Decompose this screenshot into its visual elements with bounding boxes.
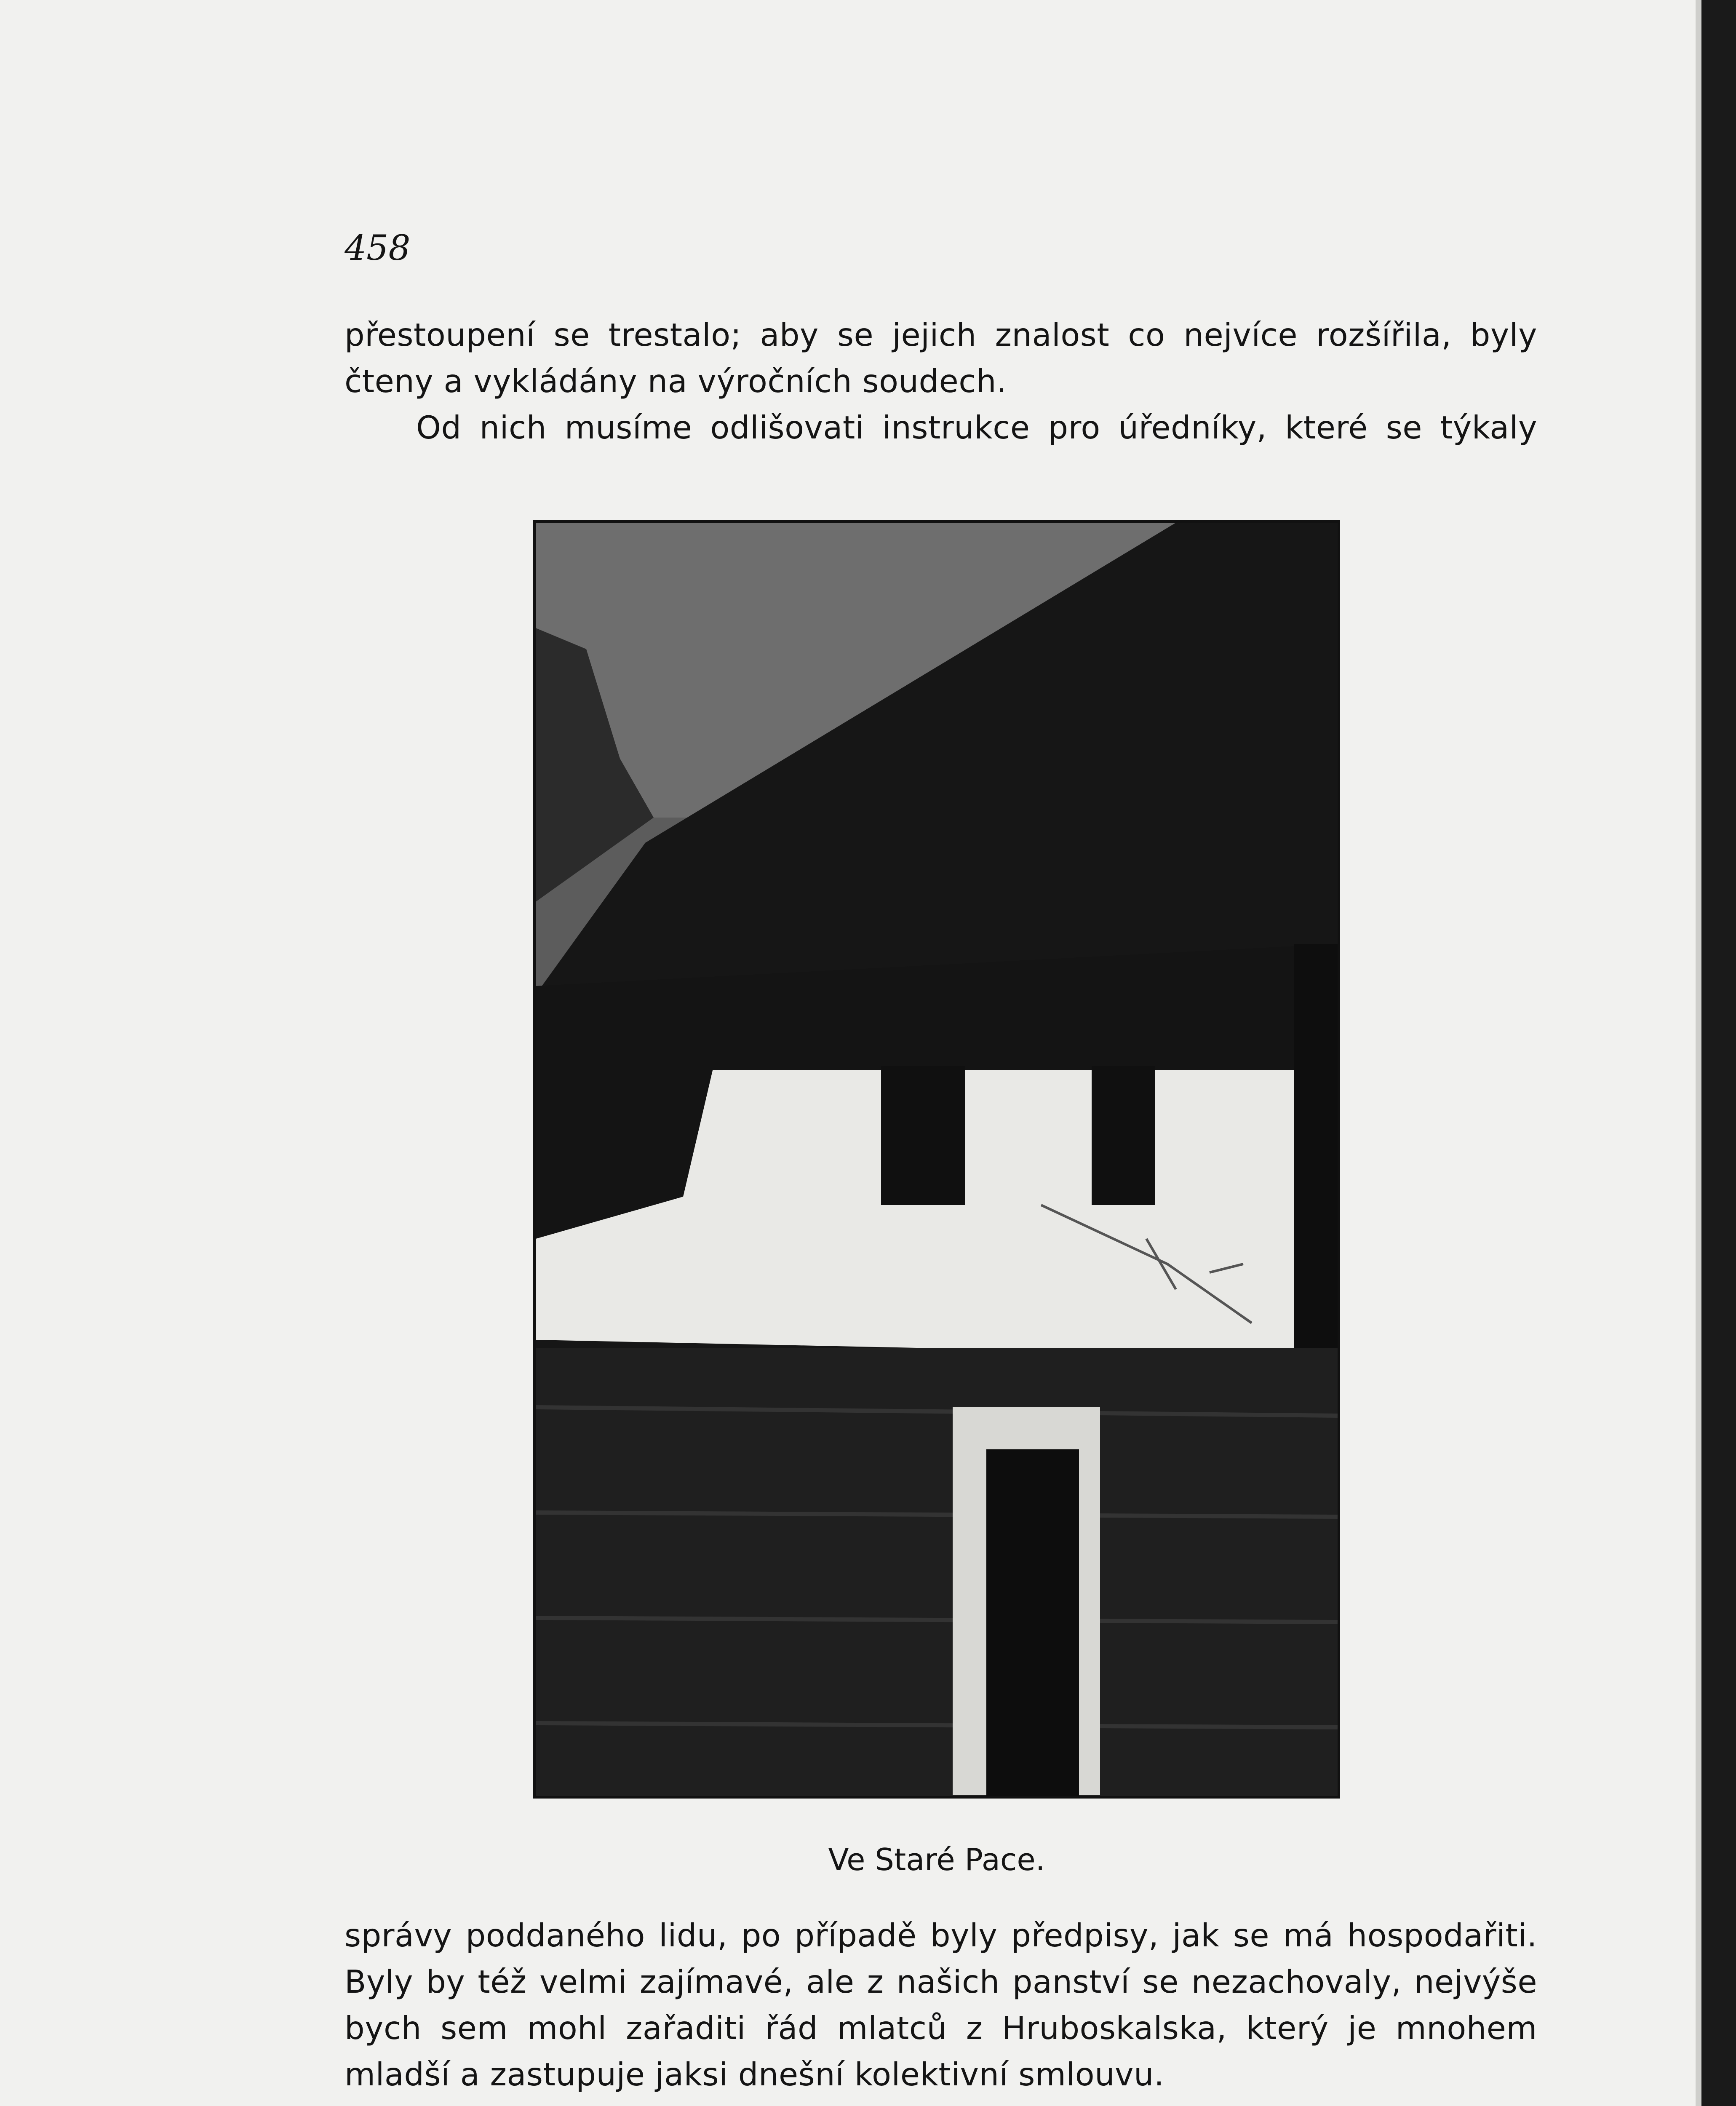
photo-house (533, 520, 1340, 1799)
photo-window-1 (881, 1066, 965, 1205)
page-number: 458 (345, 228, 411, 268)
paragraph-top-1: přestoupení se trestalo; aby se jejich znalost co nejvíce rozšířila, byly čteny a vykládány na výročních soudech. (345, 316, 1537, 400)
house-photograph (536, 523, 1338, 1796)
scanner-edge (1701, 0, 1736, 2106)
figure-caption: Ve Staré Pace. (828, 1842, 1045, 1877)
paragraph-bottom: správy poddaného lidu, po případě byly předpisy, jak se má hospodařiti. Byly by též velmi zajímavé, ale z našich panství se nezachovaly, nejvýše bych sem mohl zařaditi řád mlatců z Hruboskalska, který je mnohem mladší a zastupuje jaksi dnešní kolektivní smlouvu. (345, 1917, 1537, 2093)
paragraph-top-2: Od nich musíme odlišovati instrukce pro úředníky, které se týkaly (416, 409, 1537, 446)
photo-door (986, 1449, 1079, 1796)
photo-window-2 (1092, 1066, 1155, 1205)
